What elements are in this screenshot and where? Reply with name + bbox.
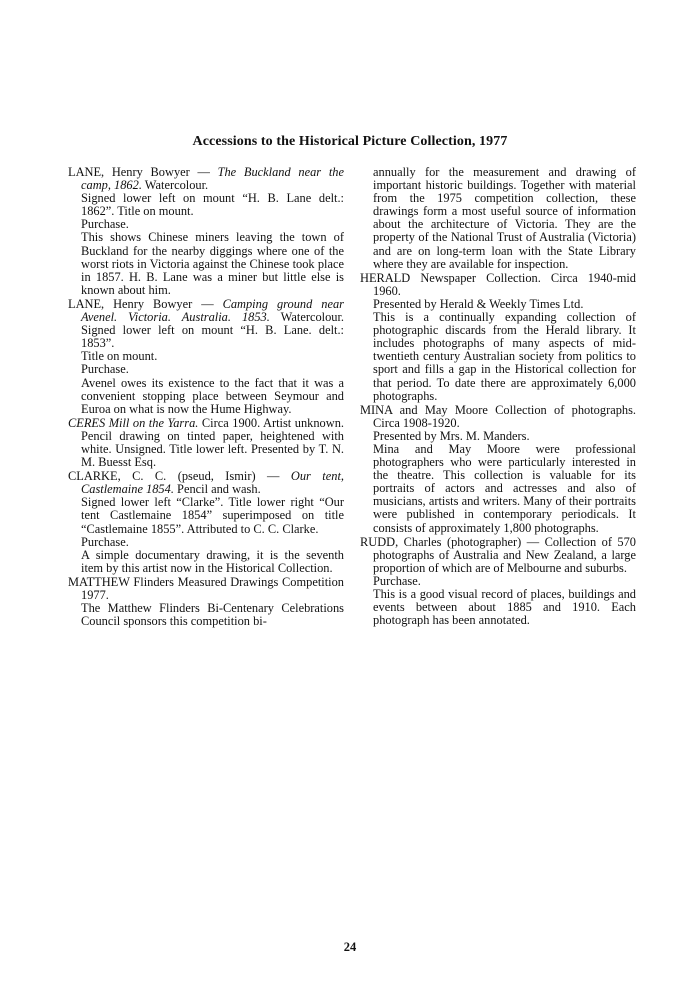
entry-medium: Watercolour. Signed lower left on mount “H. B. Lane. delt.: 1853”. [81, 310, 345, 351]
right-column [360, 166, 636, 628]
entry-title: Camping ground near Avenel. Victoria. Australia. 1853. [81, 296, 344, 325]
catalogue-entry [68, 470, 344, 575]
entry-heading: RUDD, Charles (photographer) — Collection of 570 photographs of Australia and New Zealand, a large proportion of which are of Melbourne and suburbs. [360, 534, 636, 575]
entry-heading [68, 298, 344, 350]
page-number: 24 [343, 940, 357, 954]
entry-line: Signed lower left on mount “H. B. Lane delt.: 1862”. Title on mount. [81, 191, 344, 219]
entry-creator: LANE, Henry Bowyer — [68, 165, 210, 179]
entry-title: CERES Mill on the Yarra. [68, 415, 199, 430]
entry-creator: CLARKE, C. C. (pseud, Ismir) — [68, 469, 280, 484]
catalogue-entry [360, 536, 636, 628]
catalogue-entry [68, 166, 344, 297]
entry-line: Purchase. [81, 217, 129, 232]
entry-line: Purchase. [373, 573, 421, 588]
entry-line: Presented by Herald & Weekly Times Ltd. [373, 296, 584, 311]
entry-heading: MINA and May Moore Collection of photographs. Circa 1908-1920. [360, 402, 636, 430]
entry-heading: HERALD Newspaper Collection. Circa 1940-mid 1960. [360, 270, 636, 298]
entry-note: This is a continually expanding collection of photographic discards from the Herald library. It includes photographs of many aspects of mid-twentieth century Australian society from politics to sport and fills a gap in the Historical collection for that period. To date there are approximately 6,000 photographs. [373, 310, 636, 403]
entry-note: Mina and May Moore were professional photographers who were particularly interested in the theatre. This collection is valuable for its portraits of actors and actresses and also of musicians, artists and writers. Many of their portraits were published in contemporary periodicals. It consists of approximately 1,800 photographs. [373, 441, 636, 535]
entry-heading [68, 470, 344, 496]
entry-heading: MATTHEW Flinders Measured Drawings Competition 1977. [68, 574, 344, 602]
entry-note: This shows Chinese miners leaving the town of Buckland for the nearby diggings where one of the worst riots in Victoria against the Chinese took place in 1857. H. B. Lane was a miner but little else is known about him. [81, 230, 344, 297]
entry-medium: Pencil and wash. [177, 482, 261, 497]
entry-medium: Circa 1900. Artist unknown. Pencil drawing on tinted paper, heightened with white. Unsigned. Title lower left. Presented by T. N. M. Buesst Esq. [81, 415, 344, 470]
catalogue-entry [360, 272, 636, 403]
entry-heading [68, 417, 344, 469]
catalogue-entry [68, 417, 344, 469]
entry-continuation: annually for the measurement and drawing of important historic buildings. Together with material from the 1975 competition collection, these drawings form a most useful source of information about the architecture of Victoria. They are the property of the National Trust of Australia (Victoria) and are on long-term loan with the State Library where they are available for inspection. [373, 165, 636, 271]
entry-line: Purchase. [81, 362, 129, 377]
entry-note: The Matthew Flinders Bi-Centenary Celebrations Council sponsors this competition bi- [81, 601, 344, 629]
entry-title: Our tent, Castlemaine 1854. [81, 469, 344, 497]
entry-line: Presented by Mrs. M. Manders. [373, 428, 530, 443]
left-column [68, 166, 344, 629]
catalogue-entry [360, 404, 636, 535]
entry-title: The Buckland near the camp, 1862. [81, 165, 344, 193]
entry-line: Purchase. [81, 534, 129, 549]
page-title: Accessions to the Historical Picture Collection, 1977 [192, 134, 508, 149]
entry-line: Signed lower left “Clarke”. Title lower right “Our tent Castlemaine 1854” superimposed on title “Castlemaine 1855”. Attributed to C. C. Clarke. [81, 495, 344, 536]
entry-note: This is a good visual record of places, buildings and events between about 1885 and 1910. Each photograph has been annotated. [373, 587, 636, 628]
entry-line: Title on mount. [81, 349, 158, 364]
entry-note: A simple documentary drawing, it is the seventh item by this artist now in the Historical Collection. [81, 547, 344, 575]
catalogue-entry [68, 576, 344, 628]
entry-note: Avenel owes its existence to the fact that it was a convenient stopping place between Seymour and Euroa on what is now the Hume Highway. [81, 375, 344, 416]
entry-creator: LANE, Henry Bowyer — [68, 296, 214, 311]
catalogue-entry [68, 298, 344, 416]
entry-medium: Watercolour. [144, 178, 209, 193]
entry-heading [68, 166, 344, 192]
